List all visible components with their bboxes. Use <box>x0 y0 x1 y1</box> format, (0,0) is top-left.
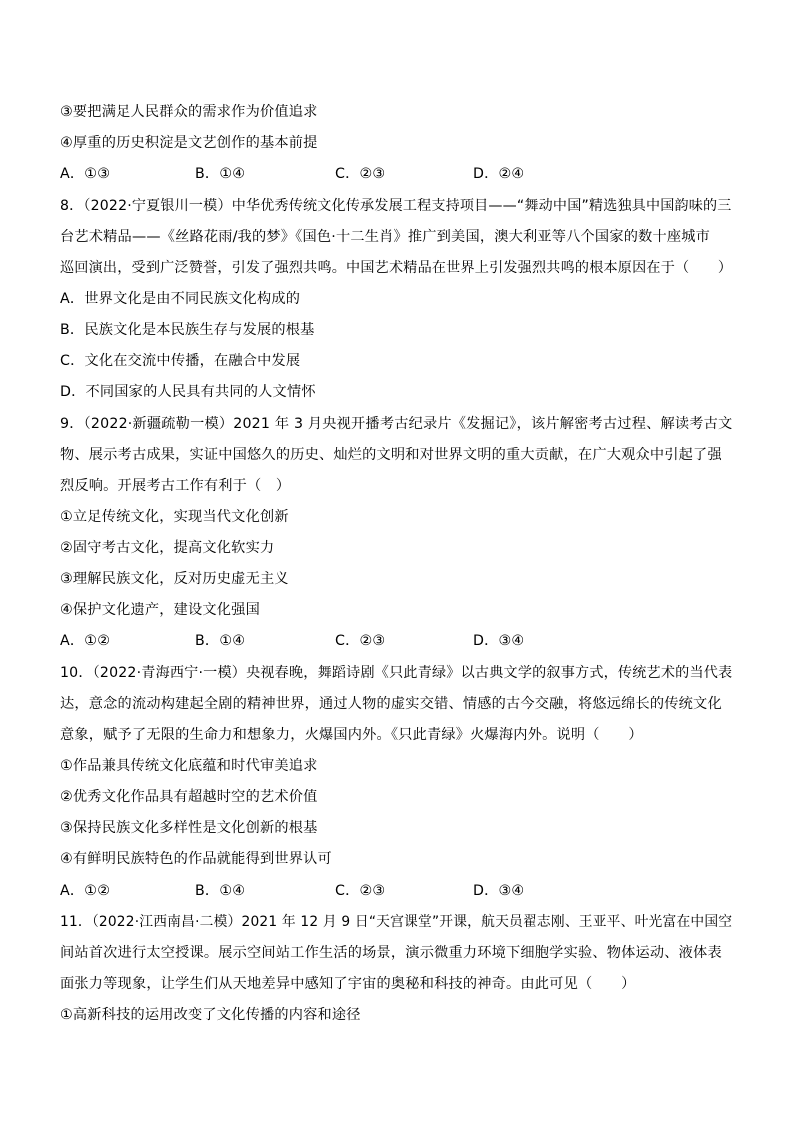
q11-stem-line-1: 11．（2022·江西南昌·二模）2021 年 12 月 9 日“天宫课堂”开课，航天员翟志刚、王亚平、叶光富在中国空 <box>60 914 733 930</box>
q9-item-2: ②固守考古文化，提高文化软实力 <box>60 540 275 556</box>
q9-item-3: ③理解民族文化，反对历史虚无主义 <box>60 571 289 587</box>
q9-option-b: B．①④ <box>195 633 246 649</box>
q10-item-3: ③保持民族文化多样性是文化创新的根基 <box>60 820 318 836</box>
q8-stem-line-2: 台艺术精品——《丝路花雨/我的梦》《国色·十二生肖》推广到美国，澳大利亚等八个国家的数十座城市 <box>60 229 711 245</box>
q9-stem-line-2: 物、展示考古成果，实证中国悠久的历史、灿烂的文明和对世界文明的重大贡献，在广大观众中引起了强 <box>60 447 722 463</box>
q9-option-c: C．②③ <box>335 633 386 649</box>
q10-item-2: ②优秀文化作品具有超越时空的艺术价值 <box>60 789 318 805</box>
q9-item-1: ①立足传统文化，实现当代文化创新 <box>60 509 289 525</box>
q7-option-a: A．①③ <box>60 166 111 182</box>
q10-option-c: C．②③ <box>335 883 386 899</box>
q10-option-a: A．①② <box>60 883 111 899</box>
q7-option-c: C．②③ <box>335 166 386 182</box>
q10-stem-line-3: 意象，赋予了无限的生命力和想象力，火爆国内外。《只此青绿》火爆海内外。说明（ ） <box>60 727 643 743</box>
q10-option-b: B．①④ <box>195 883 246 899</box>
q10-stem-line-1: 10．（2022·青海西宁·一模）央视春晚，舞蹈诗剧《只此青绿》以古典文学的叙事方式，传统艺术的当代表 <box>60 665 733 681</box>
q10-stem-line-2: 达，意念的流动构建起全剧的精神世界，通过人物的虚实交错、情感的古今交融，将悠远绵长的传统文化 <box>60 696 722 712</box>
q9-item-4: ④保护文化遗产，建设文化强国 <box>60 602 260 618</box>
q7-item-4: ④厚重的历史积淀是文艺创作的基本前提 <box>60 135 318 151</box>
q11-item-1: ①高新科技的运用改变了文化传播的内容和途径 <box>60 1007 361 1023</box>
q8-option-d: D．不同国家的人民具有共同的人文情怀 <box>60 384 316 400</box>
q10-option-d: D．③④ <box>473 883 525 899</box>
q9-option-a: A．①② <box>60 633 111 649</box>
q8-stem-line-1: 8．（2022·宁夏银川一模）中华优秀传统文化传承发展工程支持项目——“舞动中国”精选独具中国韵味的三 <box>60 198 732 214</box>
q9-option-d: D．③④ <box>473 633 525 649</box>
q11-stem-line-3: 面张力等现象，让学生们从天地差异中感知了宇宙的奥秘和科技的神奇。由此可见（ ） <box>60 976 636 992</box>
q11-stem-line-2: 间站首次进行太空授课。展示空间站工作生活的场景，演示微重力环境下细胞学实验、物体运动、液体表 <box>60 945 722 961</box>
q10-item-1: ①作品兼具传统文化底蕴和时代审美追求 <box>60 758 318 774</box>
q7-item-3: ③要把满足人民群众的需求作为价值追求 <box>60 104 318 120</box>
q7-option-b: B．①④ <box>195 166 246 182</box>
q9-stem-line-1: 9．（2022·新疆疏勒一模）2021 年 3 月央视开播考古纪录片《发掘记》，该片解密考古过程、解读考古文 <box>60 416 733 432</box>
q10-item-4: ④有鲜明民族特色的作品就能得到世界认可 <box>60 851 332 867</box>
q8-option-c: C．文化在交流中传播，在融合中发展 <box>60 353 301 369</box>
q7-option-d: D．②④ <box>473 166 525 182</box>
q8-option-a: A．世界文化是由不同民族文化构成的 <box>60 291 301 307</box>
q9-stem-line-3: 烈反响。开展考古工作有利于（ ） <box>60 478 291 494</box>
q8-stem-line-3: 巡回演出，受到广泛赞誉，引发了强烈共鸣。中国艺术精品在世界上引发强烈共鸣的根本原因在于（ ） <box>60 260 733 276</box>
q8-option-b: B．民族文化是本民族生存与发展的根基 <box>60 322 315 338</box>
